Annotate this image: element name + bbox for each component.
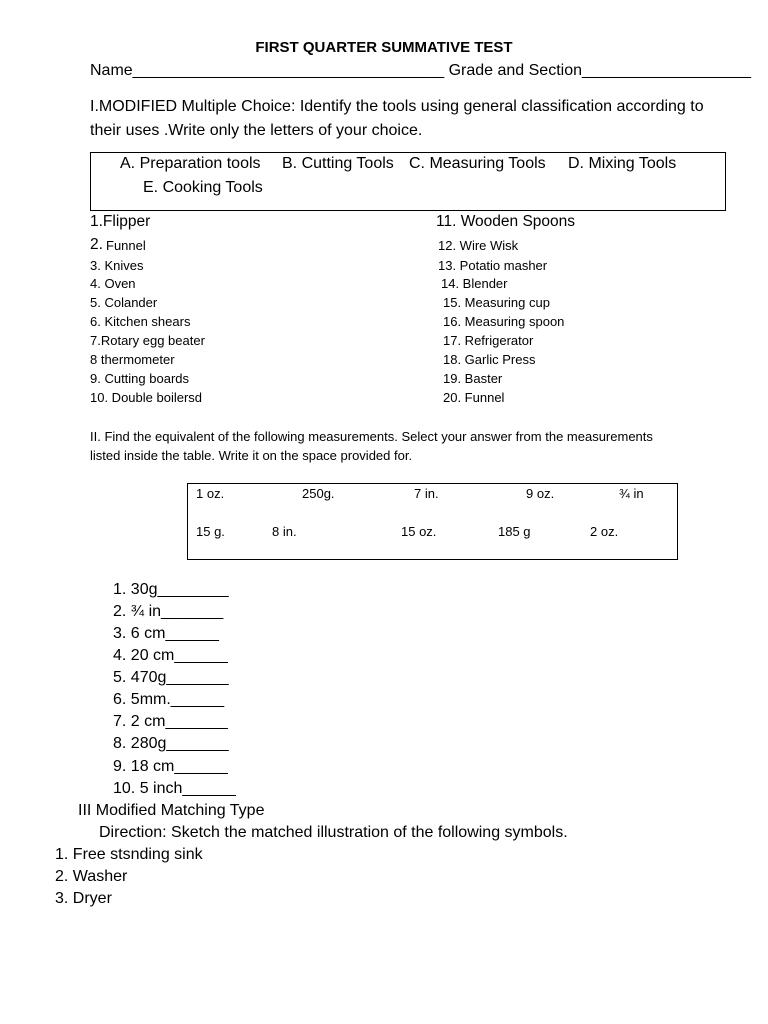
item-15: 15. Measuring cup xyxy=(443,295,550,310)
measurement-item: 6. 5mm.______ xyxy=(113,691,225,708)
item-11: 11. Wooden Spoons xyxy=(436,213,576,230)
symbol-item: 1. Free stsnding sink xyxy=(55,846,203,863)
part1-instruction-line2: their uses .Write only the letters of your choice. xyxy=(90,122,423,139)
table-cell: 7 in. xyxy=(414,486,439,501)
symbol-item: 2. Washer xyxy=(55,868,128,885)
symbol-item: 3. Dryer xyxy=(55,890,112,907)
part2-instruction xyxy=(90,427,710,465)
table-cell: 185 g xyxy=(498,524,531,539)
measurement-item: 8. 280g_______ xyxy=(113,735,229,752)
item-4: 4. Oven xyxy=(90,276,136,291)
part2-instruction-line1: II. Find the equivalent of the following measurements. Select your answer from the measurements xyxy=(90,429,653,444)
choice-d: D. Mixing Tools xyxy=(568,155,677,172)
item-2-number: 2. xyxy=(90,236,103,253)
measurement-item: 9. 18 cm______ xyxy=(113,758,228,775)
table-cell: 2 oz. xyxy=(590,524,619,539)
part1-instruction xyxy=(90,95,730,143)
item-1: 1.Flipper xyxy=(90,213,151,230)
item-3: 3. Knives xyxy=(90,258,144,273)
item-13: 13. Potatio masher xyxy=(438,258,548,273)
item-20: 20. Funnel xyxy=(443,390,505,405)
measurement-item: 3. 6 cm______ xyxy=(113,625,219,642)
item-19: 19. Baster xyxy=(443,371,503,386)
choice-a: A. Preparation tools xyxy=(120,155,261,172)
measurement-item: 5. 470g_______ xyxy=(113,669,229,686)
item-10: 10. Double boilersd xyxy=(90,390,203,405)
part3-direction: Direction: Sketch the matched illustration of the following symbols. xyxy=(99,824,568,841)
item-7: 7.Rotary egg beater xyxy=(90,333,205,348)
item-18: 18. Garlic Press xyxy=(443,352,536,367)
table-cell: ¾ in xyxy=(619,486,644,501)
table-cell: 8 in. xyxy=(272,524,297,539)
table-cell: 15 oz. xyxy=(401,524,437,539)
name-grade-section-line: Name___________________________________ Grade and Section___________________ xyxy=(90,62,752,79)
part3-heading: III Modified Matching Type xyxy=(78,802,265,819)
item-8: 8 thermometer xyxy=(90,352,175,367)
item-9: 9. Cutting boards xyxy=(90,371,190,386)
item-14: 14. Blender xyxy=(441,276,508,291)
item-12: 12. Wire Wisk xyxy=(438,238,519,253)
table-cell: 250g. xyxy=(302,486,335,501)
choice-e: E. Cooking Tools xyxy=(143,179,263,196)
table-cell: 9 oz. xyxy=(526,486,555,501)
part2-instruction-line2: listed inside the table. Write it on the space provided for. xyxy=(90,448,413,463)
item-5: 5. Colander xyxy=(90,295,158,310)
measurement-item: 2. ¾ in_______ xyxy=(113,603,224,620)
item-16: 16. Measuring spoon xyxy=(443,314,565,329)
choice-b: B. Cutting Tools xyxy=(282,155,394,172)
choice-c: C. Measuring Tools xyxy=(409,155,546,172)
measurement-item: 10. 5 inch______ xyxy=(113,780,236,797)
item-2-text: Funnel xyxy=(106,238,146,253)
item-17: 17. Refrigerator xyxy=(443,333,534,348)
measurement-item: 1. 30g________ xyxy=(113,581,229,598)
part1-instruction-line1: I.MODIFIED Multiple Choice: Identify the tools using general classification according to xyxy=(90,98,704,115)
measurement-item: 4. 20 cm______ xyxy=(113,647,228,664)
table-cell: 1 oz. xyxy=(196,486,225,501)
test-title: FIRST QUARTER SUMMATIVE TEST xyxy=(255,39,513,56)
item-6: 6. Kitchen shears xyxy=(90,314,191,329)
measurement-item: 7. 2 cm_______ xyxy=(113,713,228,730)
table-cell: 15 g. xyxy=(196,524,225,539)
